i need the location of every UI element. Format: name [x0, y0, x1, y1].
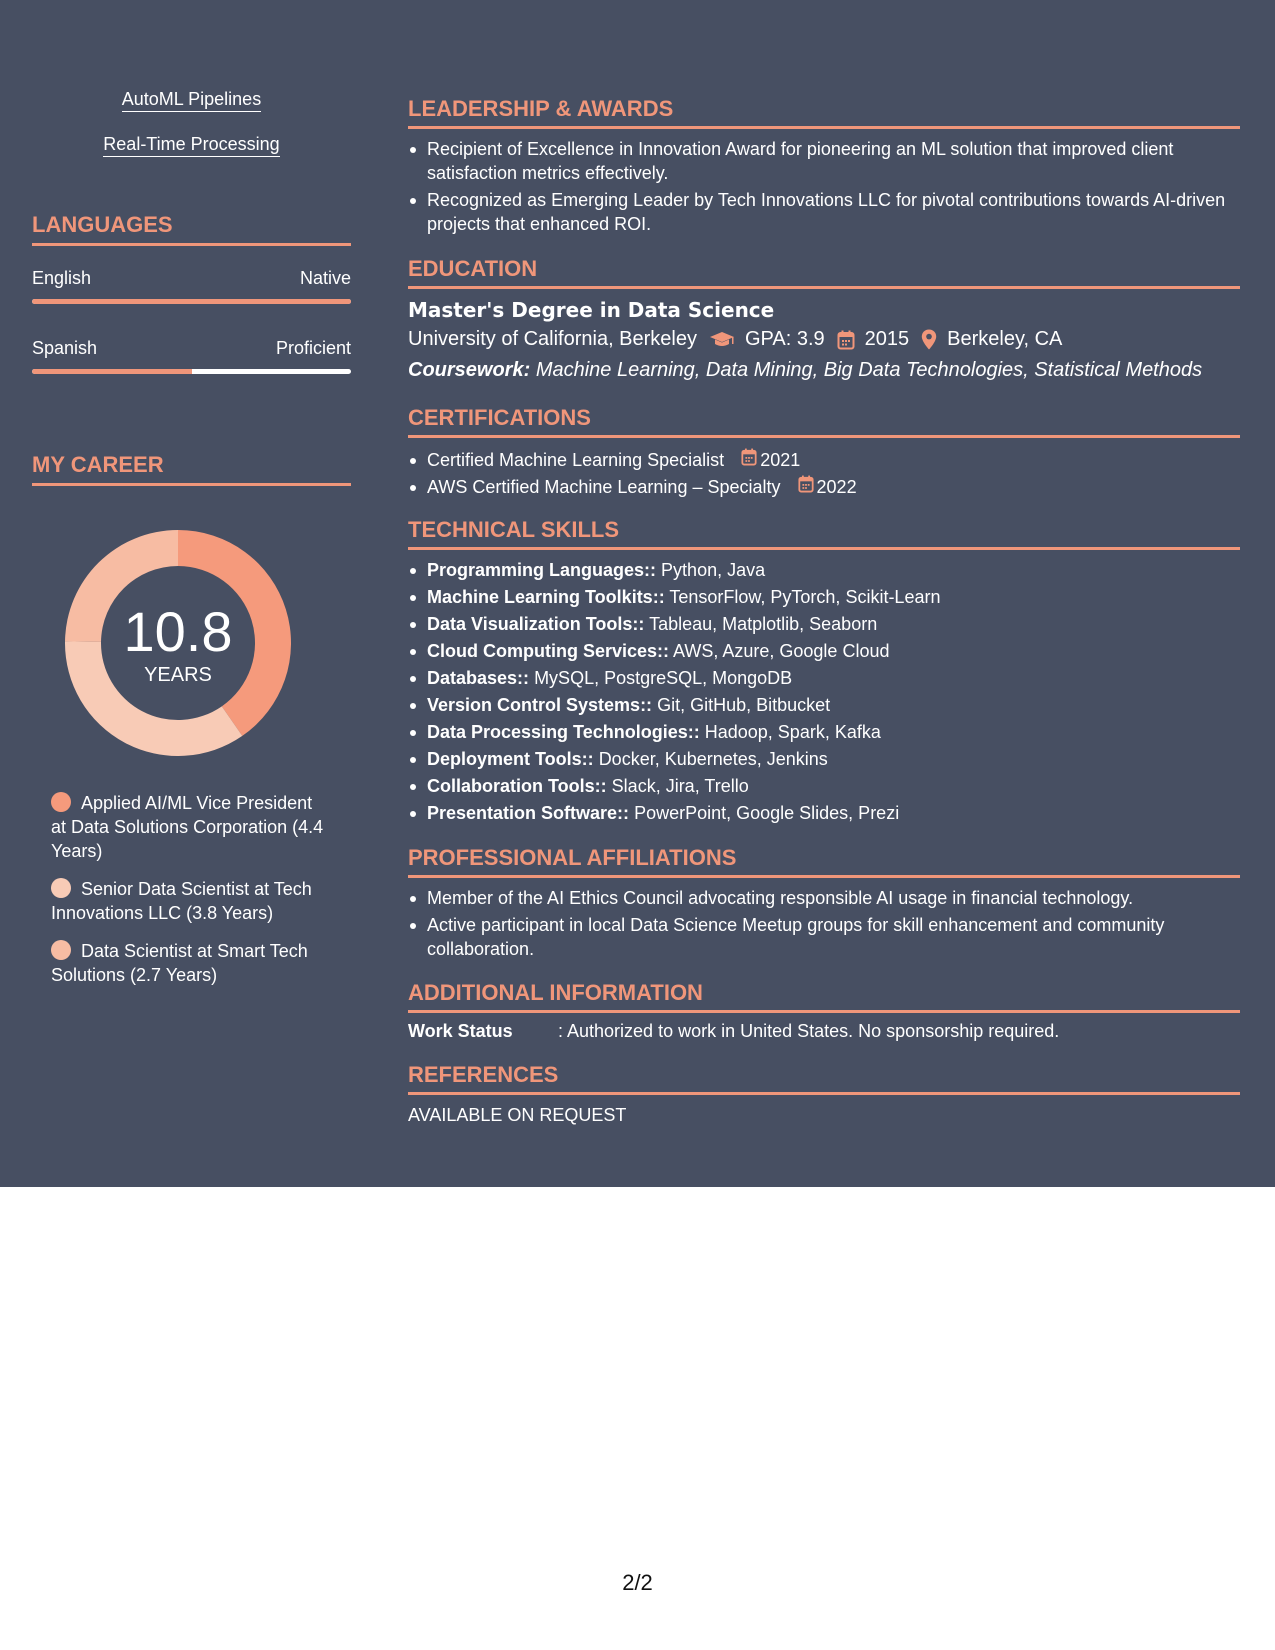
- references-heading: REFERENCES: [408, 1062, 1240, 1095]
- calendar-icon: [837, 330, 855, 350]
- list-item: [408, 475, 1240, 499]
- additional-info-heading: ADDITIONAL INFORMATION: [408, 980, 1240, 1013]
- skill-category: Databases::: [427, 668, 530, 688]
- language-level: Proficient: [275, 338, 351, 358]
- skill-category: Data Processing Technologies::: [427, 722, 700, 742]
- career-legend-item: [51, 791, 331, 863]
- skill-category: Deployment Tools::: [427, 749, 594, 769]
- career-legend-item: [51, 939, 331, 987]
- legend-dot-icon: [51, 792, 71, 812]
- skill-category: Machine Learning Toolkits::: [427, 587, 665, 607]
- list-item: Recognized as Emerging Leader by Tech Innovations LLC for pivotal contributions towards AI-driven projects that enhanced ROI.: [408, 188, 1240, 236]
- affiliations-list: [408, 886, 1240, 964]
- education-details: [408, 328, 1062, 351]
- skill-row: [408, 693, 1240, 717]
- skill-category: Presentation Software::: [427, 803, 630, 823]
- coursework-list: Machine Learning, Data Mining, Big Data Technologies, Statistical Methods: [535, 359, 1203, 381]
- skill-values: TensorFlow, PyTorch, Scikit-Learn: [669, 587, 941, 607]
- career-role-label: Applied AI/ML Vice President at Data Solutions Corporation (4.4 Years): [51, 793, 324, 861]
- skill-values: MySQL, PostgreSQL, MongoDB: [534, 668, 793, 688]
- affiliations-heading: PROFESSIONAL AFFILIATIONS: [408, 845, 1240, 878]
- skill-row: [408, 774, 1240, 798]
- skill-category: Programming Languages::: [427, 560, 657, 580]
- technical-skills-heading: TECHNICAL SKILLS: [408, 517, 1240, 550]
- career-heading: MY CAREER: [32, 452, 351, 486]
- education-heading: EDUCATION: [408, 256, 1240, 289]
- legend-dot-icon: [51, 878, 71, 898]
- graduation-year: 2015: [864, 328, 910, 350]
- calendar-icon: [741, 448, 760, 472]
- skill-category: Version Control Systems::: [427, 695, 653, 715]
- school-location: Berkeley, CA: [947, 328, 1063, 350]
- language-name: Spanish: [32, 338, 98, 358]
- leadership-heading: LEADERSHIP & AWARDS: [408, 96, 1240, 129]
- career-role-label: Data Scientist at Smart Tech Solutions (2.7 Years): [51, 941, 308, 985]
- coursework-label: Coursework:: [408, 359, 531, 381]
- technical-skills-list: [408, 558, 1240, 828]
- skill-row: [408, 801, 1240, 825]
- skill-row: [408, 558, 1240, 582]
- certification-name: AWS Certified Machine Learning – Specialty: [427, 477, 781, 497]
- degree-title: Master's Degree in Data Science: [408, 298, 775, 322]
- skill-category: Data Visualization Tools::: [427, 614, 645, 634]
- certification-date: [798, 475, 857, 499]
- career-total-years: 10.8: [123, 600, 233, 663]
- certifications-list: [408, 448, 1240, 502]
- skill-row: [408, 612, 1240, 636]
- skill-values: Git, GitHub, Bitbucket: [657, 695, 831, 715]
- skill-category: Collaboration Tools::: [427, 776, 607, 796]
- language-bar-fill: [32, 369, 192, 374]
- page-number: 2/2: [622, 1570, 653, 1595]
- skill-values: Slack, Jira, Trello: [611, 776, 749, 796]
- skill-values: AWS, Azure, Google Cloud: [673, 641, 890, 661]
- skill-values: Hadoop, Spark, Kafka: [704, 722, 881, 742]
- skill-row: [408, 666, 1240, 690]
- skill-row: [408, 747, 1240, 771]
- skill-tag-label: AutoML Pipelines: [122, 89, 261, 112]
- work-status-row: [408, 1021, 1059, 1042]
- main-content: [408, 0, 1240, 1187]
- list-item: Member of the AI Ethics Council advocating responsible AI usage in financial technology.: [408, 886, 1240, 910]
- leadership-list: [408, 137, 1240, 239]
- skill-values: Python, Java: [661, 560, 766, 580]
- language-level: Native: [299, 268, 351, 288]
- list-item: Recipient of Excellence in Innovation Award for pioneering an ML solution that improved client satisfaction metrics effectively.: [408, 137, 1240, 185]
- skill-tag-label: Real-Time Processing: [103, 134, 279, 157]
- list-item: [408, 448, 1240, 472]
- certifications-heading: CERTIFICATIONS: [408, 405, 1240, 438]
- skill-category: Cloud Computing Services::: [427, 641, 670, 661]
- skill-row: [408, 720, 1240, 744]
- language-row-spanish: [32, 338, 351, 359]
- career-role-label: Senior Data Scientist at Tech Innovations LLC (3.8 Years): [51, 879, 312, 923]
- graduation-cap-icon: [709, 331, 735, 349]
- certification-date: [741, 448, 800, 472]
- skill-row: [408, 585, 1240, 609]
- work-status-label: Work Status: [408, 1021, 513, 1041]
- skill-tag-realtime[interactable]: [32, 134, 351, 155]
- certification-year: 2022: [816, 477, 857, 497]
- sidebar: [32, 0, 351, 1187]
- calendar-icon: [798, 475, 817, 499]
- language-bar-fill: [32, 299, 351, 304]
- coursework: [408, 359, 1202, 382]
- gpa-value: GPA: 3.9: [745, 328, 825, 350]
- skill-values: PowerPoint, Google Slides, Prezi: [634, 803, 900, 823]
- skill-values: Docker, Kubernetes, Jenkins: [598, 749, 828, 769]
- language-bar-english: [32, 299, 351, 304]
- skill-values: Tableau, Matplotlib, Seaborn: [649, 614, 878, 634]
- language-name: English: [32, 268, 92, 288]
- languages-heading: LANGUAGES: [32, 212, 351, 246]
- legend-dot-icon: [51, 940, 71, 960]
- work-status-value: : Authorized to work in United States. No sponsorship required.: [558, 1021, 1060, 1041]
- language-bar-spanish: [32, 369, 351, 374]
- certification-name: Certified Machine Learning Specialist: [427, 450, 725, 470]
- career-legend-item: [51, 877, 331, 925]
- skill-row: [408, 639, 1240, 663]
- certification-year: 2021: [760, 450, 801, 470]
- career-total-unit: YEARS: [144, 664, 212, 686]
- list-item: Active participant in local Data Science Meetup groups for skill enhancement and community collaboration.: [408, 913, 1240, 961]
- school-name: University of California, Berkeley: [408, 328, 697, 350]
- language-row-english: [32, 268, 351, 289]
- references-text: AVAILABLE ON REQUEST: [408, 1105, 627, 1125]
- location-pin-icon: [921, 329, 937, 350]
- skill-tag-automl[interactable]: [32, 89, 351, 110]
